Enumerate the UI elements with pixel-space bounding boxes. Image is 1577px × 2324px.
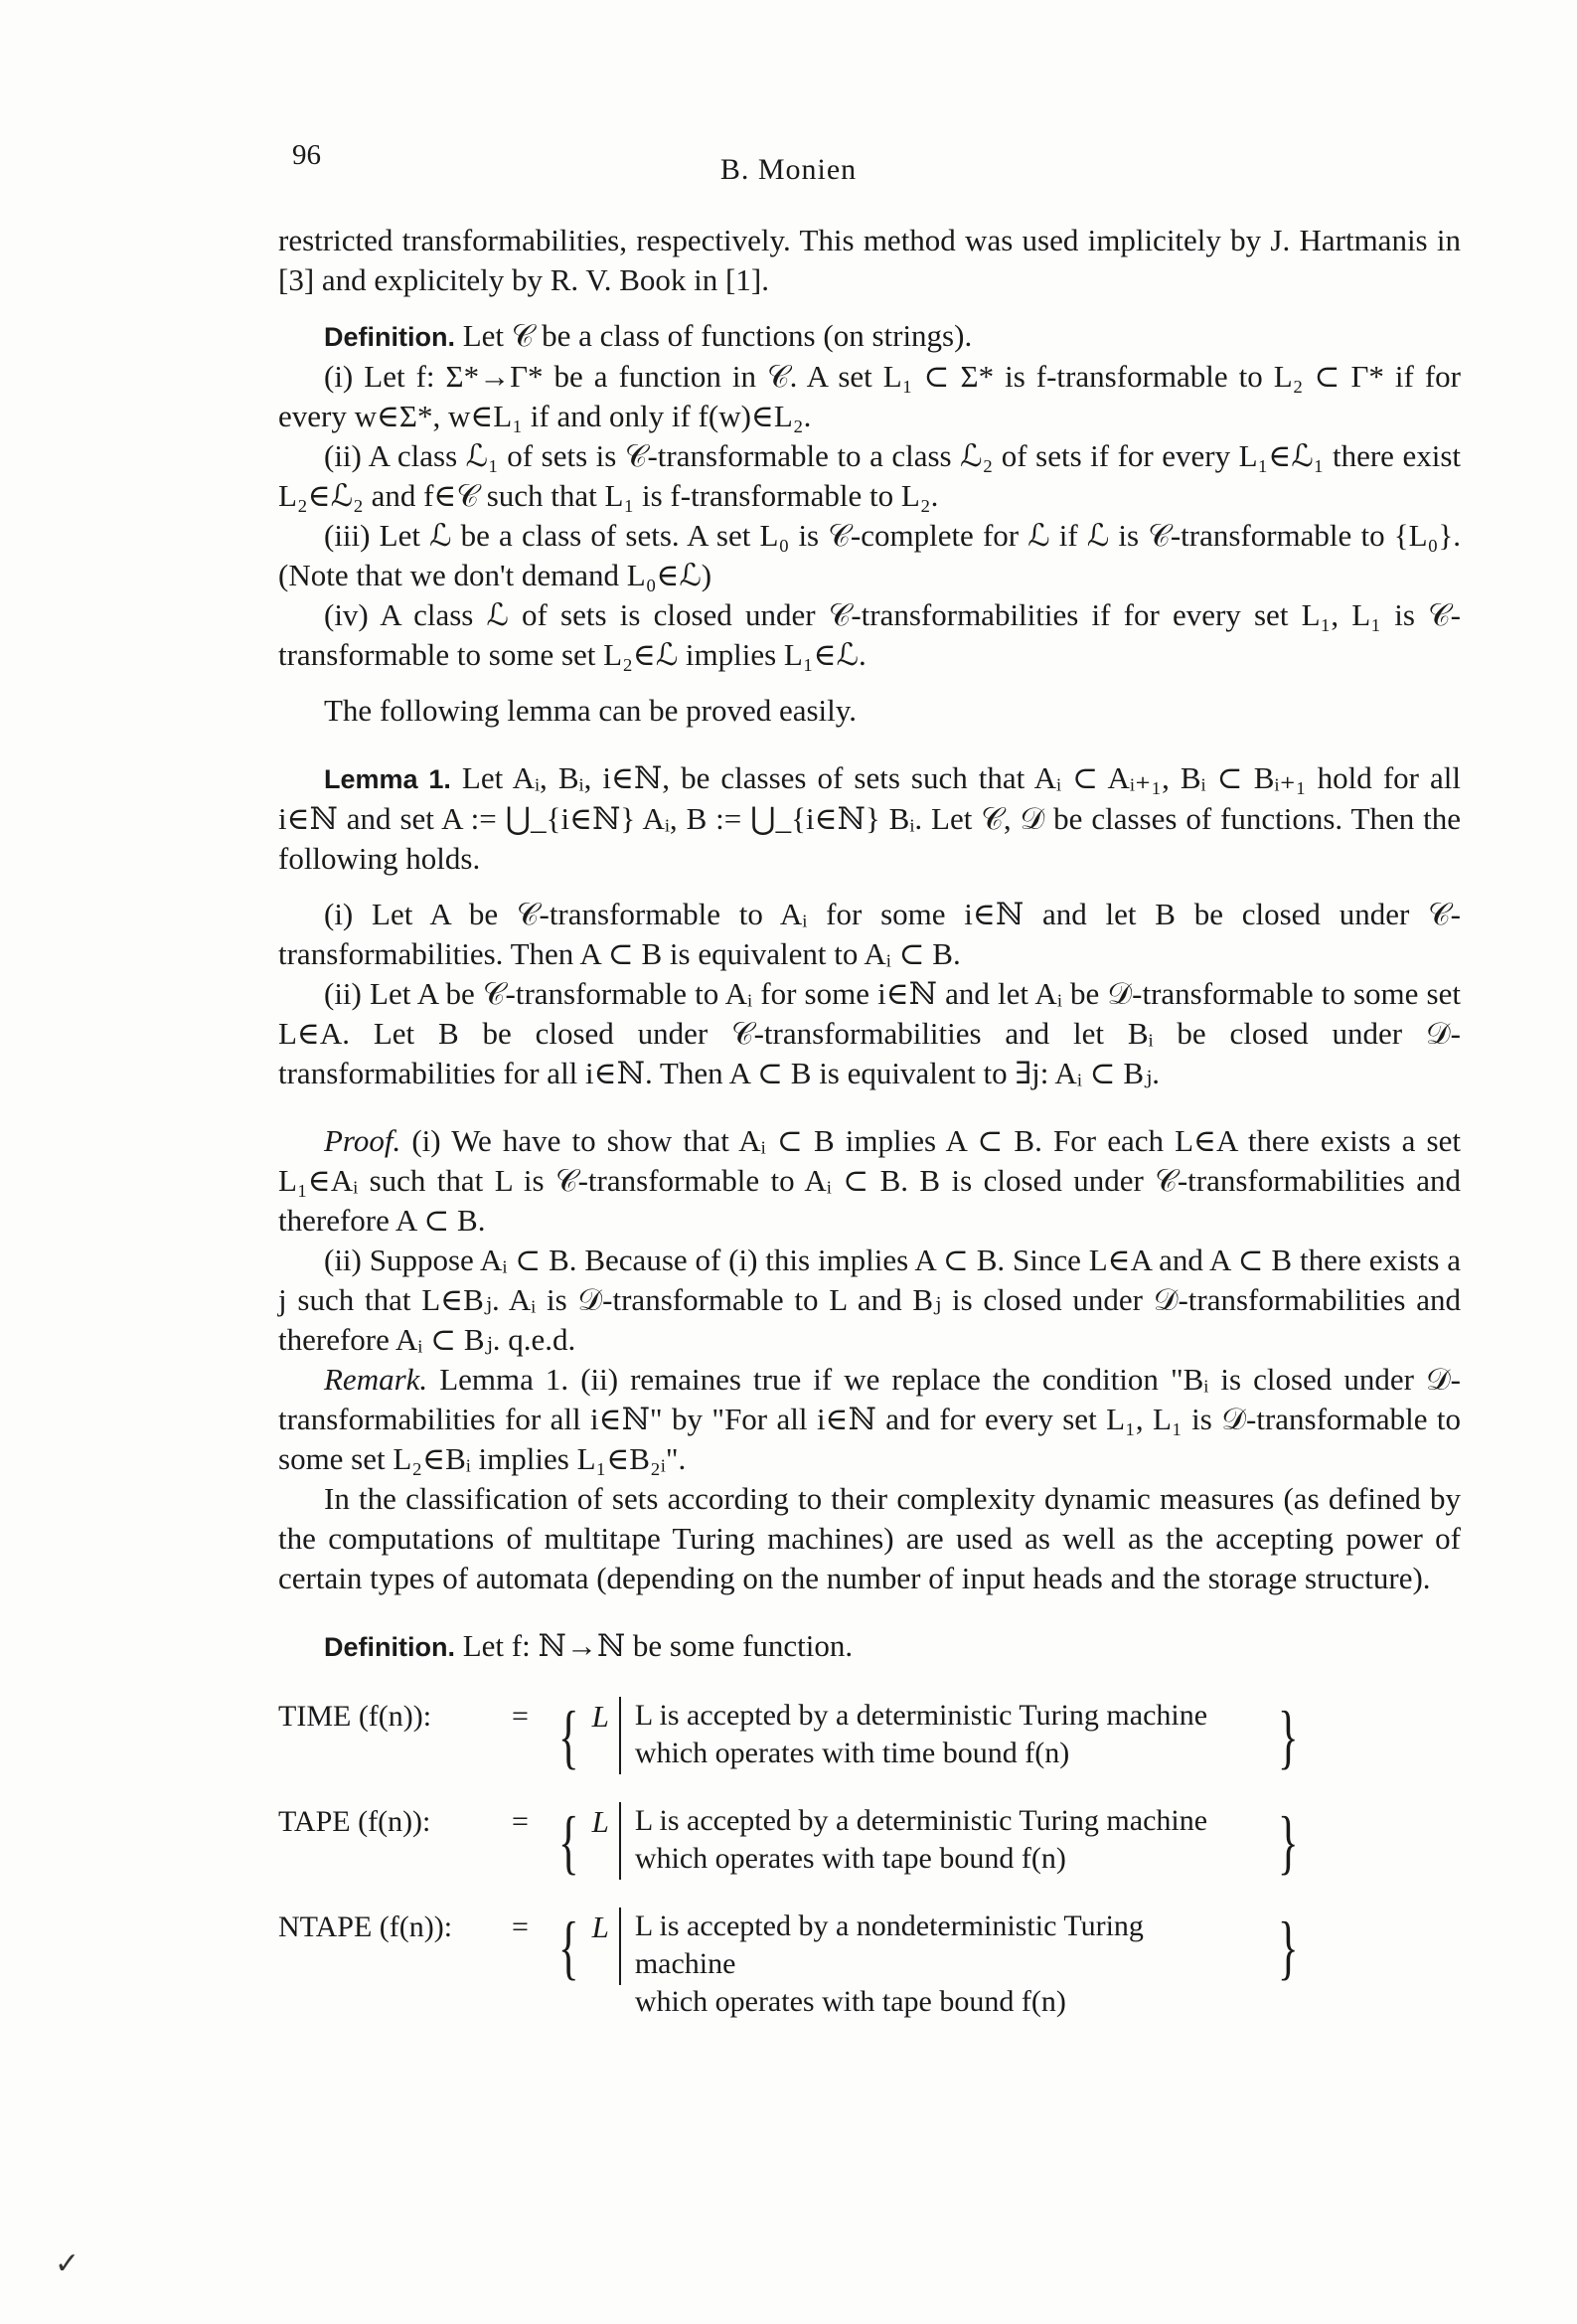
left-brace-icon: {: [557, 1802, 579, 1882]
definition-1-label: Definition.: [324, 322, 455, 352]
definition-1-item-iv: (iv) A class ℒ of sets is closed under 𝒞-transformabilities if for every set L₁, L₁ is 𝒞-transformable to some set L₂∈ℒ implies L₁∈ℒ.: [278, 597, 1461, 672]
proof-item-i: (i) We have to show that Aᵢ ⊂ B implies A ⊂ B. For each L∈A there exists a set L₁∈Aᵢ such that L is 𝒞-transformable to Aᵢ ⊂ B. B is closed under 𝒞-transformabilities and therefore A ⊂ B.: [278, 1123, 1461, 1238]
right-brace-icon: }: [1277, 1697, 1299, 1776]
definition-2-text: Let f: ℕ→ℕ be some function.: [462, 1628, 854, 1663]
right-brace-icon: }: [1277, 1802, 1299, 1882]
remark-text: Lemma 1. (ii) remaines true if we replace the condition "Bᵢ is closed under 𝒟-transformabilities for all i∈ℕ" by "For all i∈ℕ and for every set L₁, L₁ is 𝒟-transformable to some set L₂∈Bᵢ implies L₁∈B₂ᵢ".: [278, 1362, 1462, 1476]
definition-tape-set-var: L: [591, 1804, 609, 1839]
running-head-author: B. Monien: [719, 153, 858, 186]
definition-1-item-i: (i) Let f: Σ*→Γ* be a function in 𝒞. A set L₁ ⊂ Σ* is f-transformable to L₂ ⊂ Γ* if for every w∈Σ*, w∈L₁ if and only if f(w)∈L₂.: [278, 359, 1461, 433]
definition-time-equals: =: [512, 1700, 529, 1733]
intro-paragraph: restricted transformabilities, respectively. This method was used implicitely by J. Hartmanis in [3] and explicitely by R. V. Book in [1].: [278, 223, 1461, 297]
page-body: [278, 221, 1461, 2047]
definition-1-text: Let 𝒞 be a class of functions (on strings).: [462, 318, 973, 353]
definition-time-name: TIME (f(n)):: [278, 1700, 432, 1733]
definition-ntape: [278, 1908, 1461, 2021]
lemma-1-label: Lemma 1.: [324, 764, 451, 794]
definition-time-body: [635, 1697, 1251, 1772]
definition-1-item-ii: (ii) A class ℒ₁ of sets is 𝒞-transformable to a class ℒ₂ of sets if for every L₁∈ℒ₁ there exist L₂∈ℒ₂ and f∈𝒞 such that L₁ is f-transformable to L₂.: [278, 438, 1461, 513]
definition-time-line-1: L is accepted by a deterministic Turing machine: [634, 1699, 1208, 1732]
definition-ntape-line-2: which operates with tape bound f(n): [634, 1985, 1066, 2018]
definition-time: [278, 1697, 1461, 1776]
definition-ntape-set-var: L: [591, 1909, 609, 1944]
such-that-bar: [619, 1697, 621, 1774]
definition-tape-line-1: L is accepted by a deterministic Turing machine: [634, 1804, 1208, 1837]
right-brace-icon: }: [1277, 1908, 1299, 1987]
such-that-bar: [619, 1908, 621, 1985]
remark-paragraph: [278, 1360, 1461, 1479]
definition-2-paragraph: [278, 1626, 1461, 1667]
remark-label: Remark.: [324, 1362, 428, 1397]
definition-tape-line-2: which operates with tape bound f(n): [634, 1842, 1066, 1875]
left-brace-icon: {: [557, 1908, 579, 1987]
complexity-class-definitions: [278, 1697, 1461, 2021]
definition-time-line-2: which operates with time bound f(n): [634, 1737, 1070, 1769]
definition-1-item-iii: (iii) Let ℒ be a class of sets. A set L₀ is 𝒞-complete for ℒ if ℒ is 𝒞-transformable to {L₀}. (Note that we don't demand L₀∈ℒ): [278, 518, 1461, 592]
page-number: 96: [292, 139, 321, 171]
proof-item-ii: (ii) Suppose Aᵢ ⊂ B. Because of (i) this implies A ⊂ B. Since L∈A and A ⊂ B there exists a j such that L∈Bⱼ. Aᵢ is 𝒟-transformable to L and Bⱼ is closed under 𝒟-transformabilities and therefore Aᵢ ⊂ Bⱼ. q.e.d.: [278, 1243, 1461, 1357]
margin-pen-mark-icon: ✓: [55, 2247, 80, 2280]
definition-1-paragraph: [278, 316, 1461, 357]
lemma-1-paragraph: [278, 758, 1461, 879]
definition-tape-equals: =: [512, 1805, 529, 1838]
proof-paragraph-i: [278, 1121, 1461, 1241]
definition-ntape-body: [635, 1908, 1251, 2021]
lemma-intro: The following lemma can be proved easily.: [324, 693, 858, 728]
such-that-bar: [619, 1802, 621, 1880]
definition-tape-body: [635, 1802, 1251, 1878]
definition-time-set-var: L: [591, 1699, 609, 1734]
definition-ntape-name: NTAPE (f(n)):: [278, 1910, 453, 1943]
definition-ntape-equals: =: [512, 1910, 529, 1943]
classification-paragraph: In the classification of sets according to their complexity dynamic measures (as defined by the computations of multitape Turing machines) are used as well as the accepting power of certain types of automata (depending on the number of input heads and the storage structure).: [278, 1481, 1461, 1595]
proof-label: Proof.: [324, 1123, 401, 1158]
definition-tape-name: TAPE (f(n)):: [278, 1805, 431, 1838]
definition-ntape-line-1: L is accepted by a nondeterministic Turing machine: [634, 1909, 1144, 1980]
definition-tape: [278, 1802, 1461, 1882]
lemma-1-text: Let Aᵢ, Bᵢ, i∈ℕ, be classes of sets such that Aᵢ ⊂ Aᵢ₊₁, Bᵢ ⊂ Bᵢ₊₁ hold for all i∈ℕ and set A := ⋃_{i∈ℕ} Aᵢ, B := ⋃_{i∈ℕ} Bᵢ. Let 𝒞, 𝒟 be classes of functions. Then the following holds.: [278, 760, 1462, 876]
left-brace-icon: {: [557, 1697, 579, 1776]
lemma-1-item-i: (i) Let A be 𝒞-transformable to Aᵢ for some i∈ℕ and let B be closed under 𝒞-transformabilities. Then A ⊂ B is equivalent to Aᵢ ⊂ B.: [278, 897, 1461, 971]
definition-2-label: Definition.: [324, 1632, 455, 1662]
lemma-1-item-ii: (ii) Let A be 𝒞-transformable to Aᵢ for some i∈ℕ and let Aᵢ be 𝒟-transformable to some set L∈A. Let B be closed under 𝒞-transformabilities and let Bᵢ be closed under 𝒟-transformabilities for all i∈ℕ. Then A ⊂ B is equivalent to ∃j: Aᵢ ⊂ Bⱼ.: [278, 976, 1461, 1090]
